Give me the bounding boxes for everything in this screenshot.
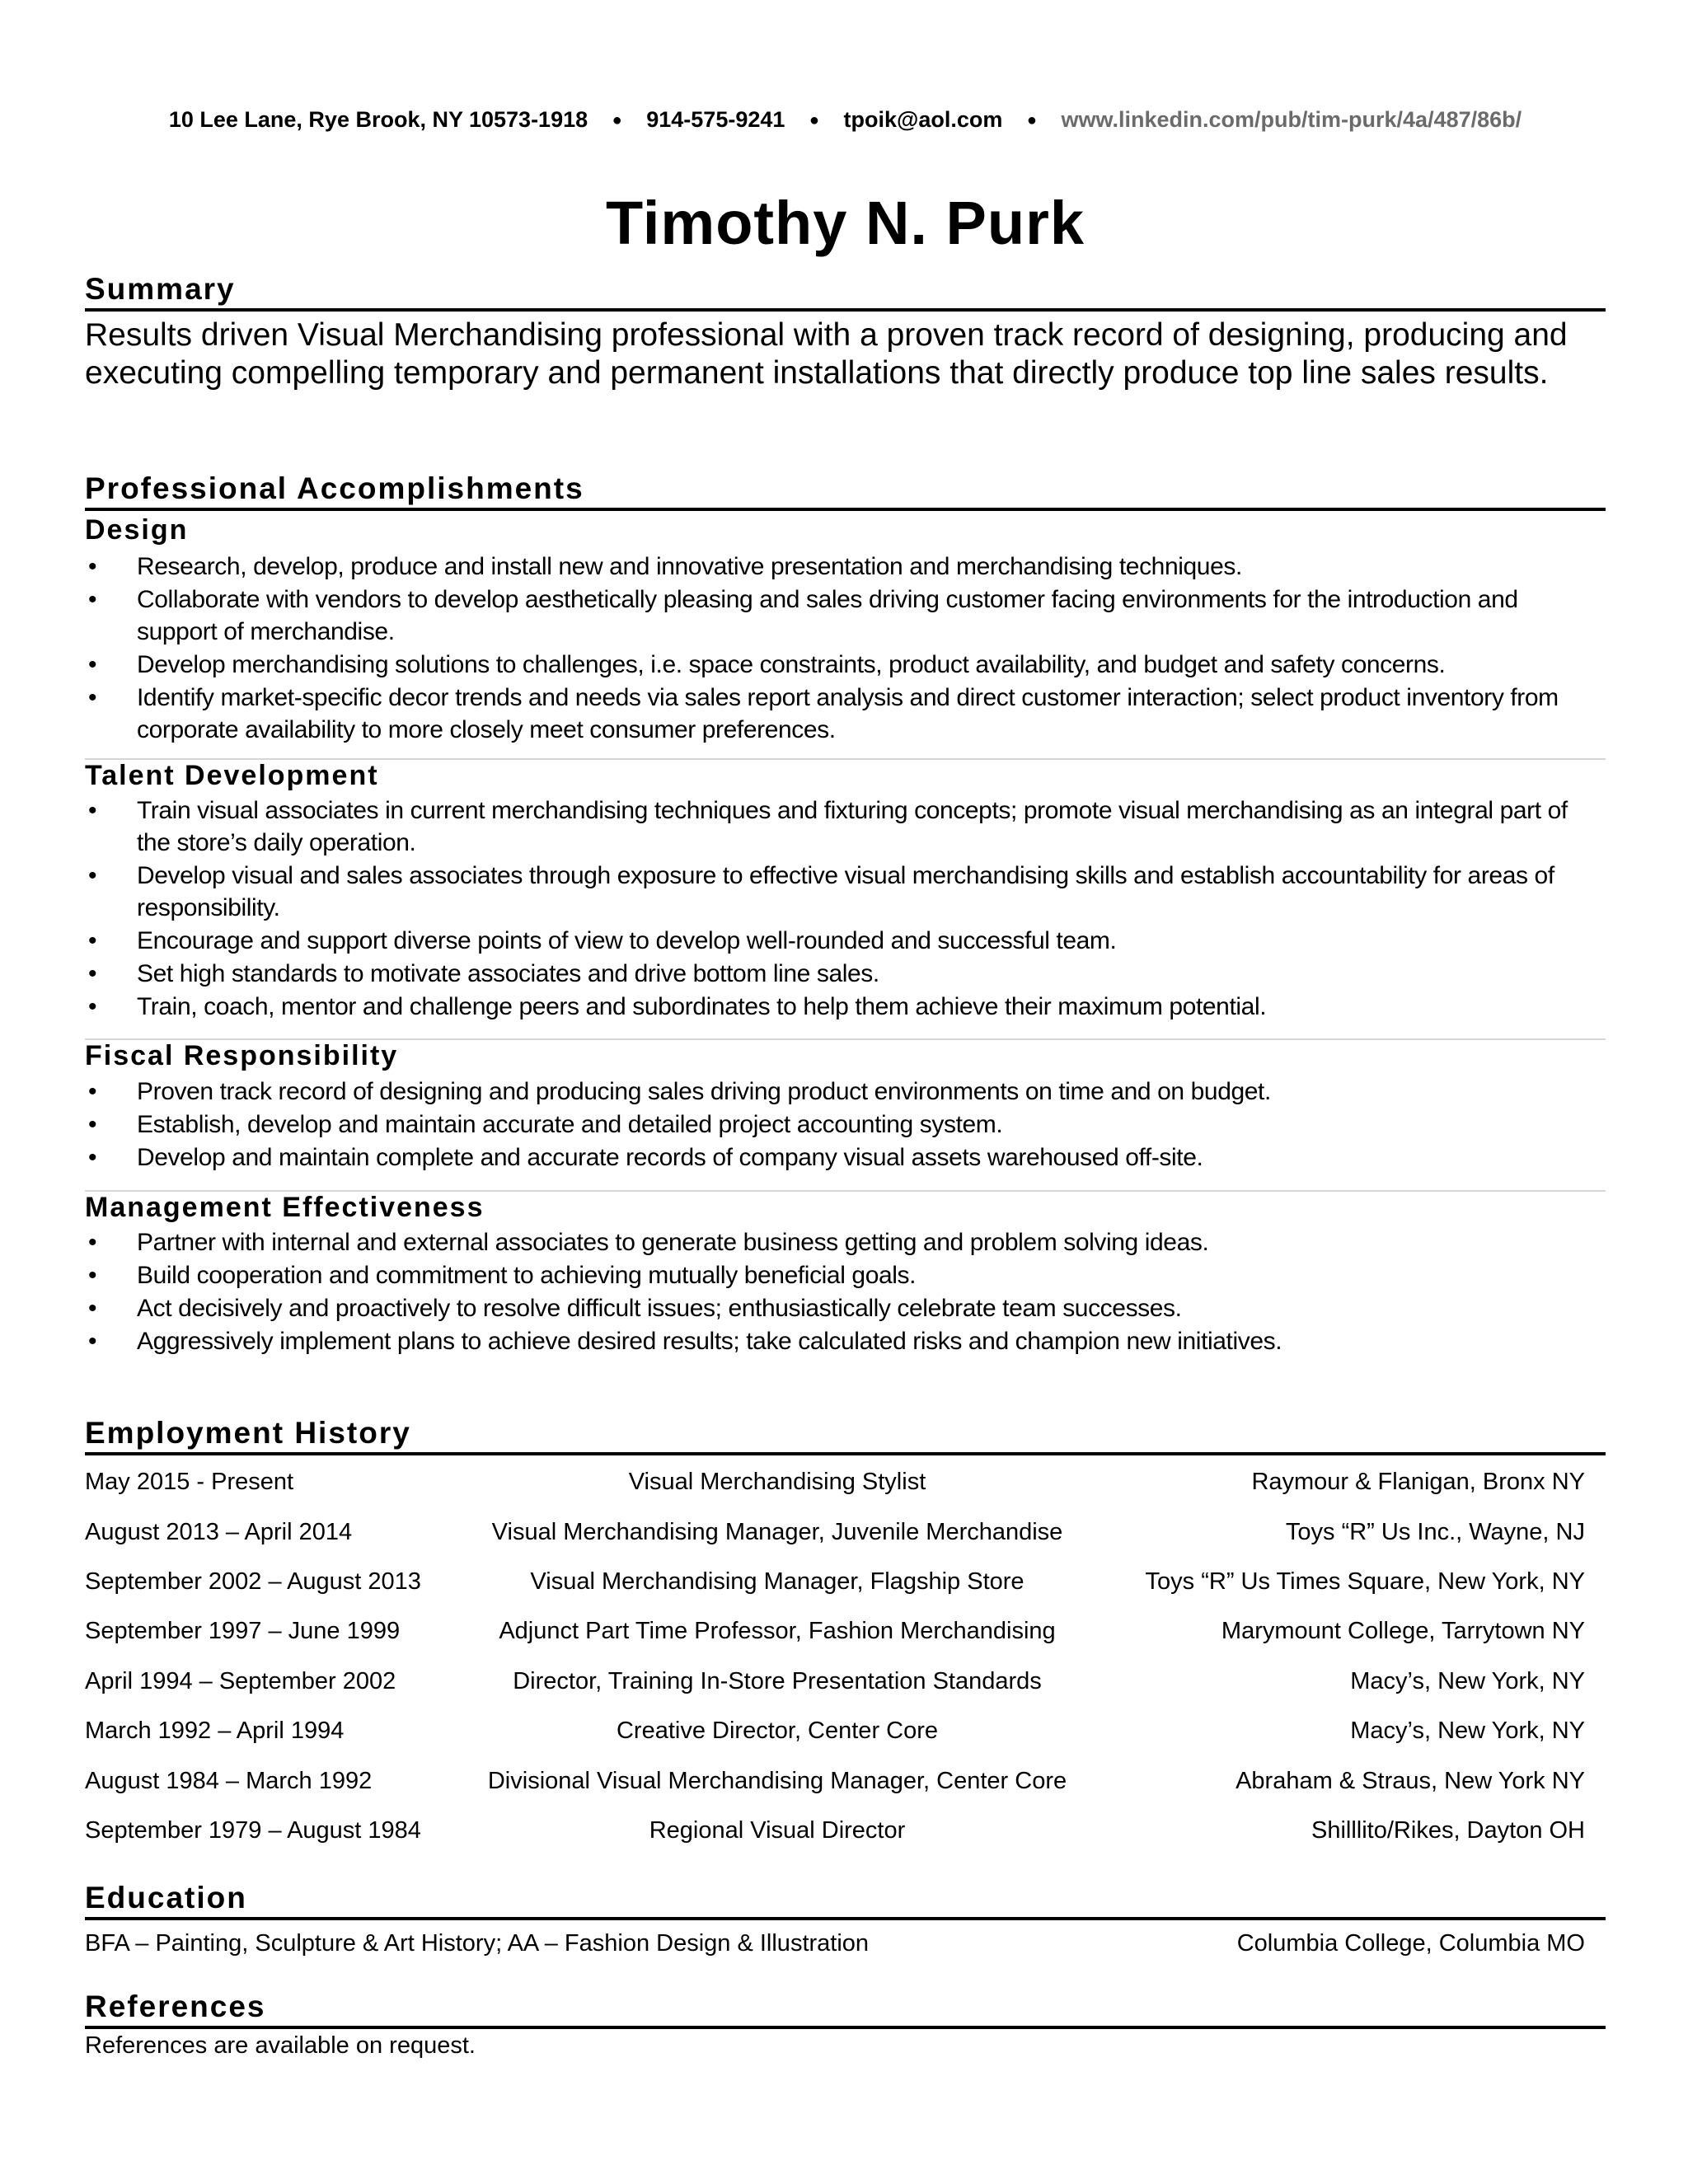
list-item: • Train, coach, mentor and challenge peers and subordinates to help them achieve their maximum potential. <box>85 991 1585 1023</box>
employment-dates: August 1984 – March 1992 <box>85 1768 373 1794</box>
bullet-icon: • <box>88 1144 97 1171</box>
bullet-separator-icon: ● <box>809 111 820 129</box>
list-item: • Develop visual and sales associates through exposure to effective visual merchandising skills and establish accountability for areas of responsibility. <box>85 860 1585 924</box>
contact-phone: 914-575-9241 <box>646 107 785 132</box>
bullet-icon: • <box>88 1078 97 1105</box>
section-divider <box>85 2026 1606 2029</box>
design-list <box>85 551 1585 747</box>
section-divider <box>85 508 1606 511</box>
table-row <box>85 1618 1585 1651</box>
bullet-icon: • <box>88 960 97 987</box>
subsection-fiscal-heading: Fiscal Responsibility <box>85 1040 399 1071</box>
education-degrees: BFA – Painting, Sculpture & Art History; AA – Fashion Design & Illustration <box>85 1930 870 1957</box>
employment-company: Marymount College, Tarrytown NY <box>1221 1618 1585 1644</box>
bullet-separator-icon: ● <box>612 111 622 129</box>
bullet-icon: • <box>88 651 97 678</box>
subsection-design-heading: Design <box>85 514 189 546</box>
list-item: • Act decisively and proactively to resolve difficult issues; enthusiastically celebrate team successes. <box>85 1292 1585 1324</box>
list-item: • Identify market-specific decor trends and needs via sales report analysis and direct customer interaction; select product inventory from corporate availability to more closely meet consumer preferences. <box>85 682 1585 746</box>
list-item: • Establish, develop and maintain accurate and detailed project accounting system. <box>85 1108 1585 1141</box>
bullet-icon: • <box>88 862 97 889</box>
section-divider <box>85 1917 1606 1920</box>
list-item: • Train visual associates in current merchandising techniques and fixturing concepts; promote visual merchandising as an integral part of the store’s daily operation. <box>85 794 1585 859</box>
references-heading: References <box>85 1990 266 2023</box>
contact-email[interactable]: tpoik@aol.com <box>843 107 1003 132</box>
employment-dates: March 1992 – April 1994 <box>85 1718 345 1744</box>
table-row <box>85 1817 1585 1850</box>
bullet-icon: • <box>88 927 97 954</box>
education-heading: Education <box>85 1881 247 1915</box>
table-row <box>85 1519 1585 1552</box>
section-divider <box>85 1452 1606 1455</box>
employment-role: Regional Visual Director <box>649 1817 906 1844</box>
employment-dates: September 1979 – August 1984 <box>85 1817 421 1844</box>
employment-dates: September 1997 – June 1999 <box>85 1618 401 1644</box>
list-item: • Develop and maintain complete and accurate records of company visual assets warehoused off-site. <box>85 1141 1585 1174</box>
list-item: • Research, develop, produce and install new and innovative presentation and merchandising techniques. <box>85 551 1585 583</box>
bullet-icon: • <box>88 1328 97 1355</box>
list-item: • Proven track record of designing and producing sales driving product environments on time and on budget. <box>85 1076 1585 1108</box>
subsection-talent-heading: Talent Development <box>85 760 379 791</box>
talent-list <box>85 794 1585 1024</box>
employment-role: Visual Merchandising Manager, Juvenile Merchandise <box>491 1519 1063 1545</box>
page-title: Timothy N. Purk <box>605 189 1085 257</box>
employment-heading: Employment History <box>85 1416 411 1450</box>
employment-company: Toys “R” Us Inc., Wayne, NJ <box>1285 1519 1585 1545</box>
employment-role: Director, Training In-Store Presentation Standards <box>513 1668 1042 1694</box>
employment-role: Creative Director, Center Core <box>616 1718 939 1744</box>
bullet-icon: • <box>88 586 97 613</box>
list-item: • Set high standards to motivate associates and drive bottom line sales. <box>85 958 1585 990</box>
employment-company: Macy’s, New York, NY <box>1350 1718 1585 1744</box>
summary-heading: Summary <box>85 272 236 306</box>
fiscal-list <box>85 1076 1585 1174</box>
employment-dates: August 2013 – April 2014 <box>85 1519 353 1545</box>
references-text: References are available on request. <box>85 2032 476 2059</box>
employment-role: Visual Merchandising Stylist <box>628 1469 926 1495</box>
bullet-icon: • <box>88 797 97 824</box>
education-school: Columbia College, Columbia MO <box>1236 1930 1585 1957</box>
employment-company: Raymour & Flanigan, Bronx NY <box>1251 1469 1585 1495</box>
list-item: • Develop merchandising solutions to challenges, i.e. space constraints, product availability, and budget and safety concerns. <box>85 649 1585 681</box>
employment-role: Divisional Visual Merchandising Manager, Center Core <box>487 1768 1067 1794</box>
table-row <box>85 1469 1585 1502</box>
list-item: • Partner with internal and external associates to generate business getting and problem solving ideas. <box>85 1226 1585 1258</box>
bullet-icon: • <box>88 1229 97 1256</box>
list-item: • Aggressively implement plans to achieve desired results; take calculated risks and champion new initiatives. <box>85 1325 1585 1357</box>
table-row <box>85 1768 1585 1801</box>
bullet-icon: • <box>88 1262 97 1289</box>
table-row <box>85 1668 1585 1701</box>
table-row <box>85 1718 1585 1750</box>
contact-line <box>85 107 1606 133</box>
employment-company: Macy’s, New York, NY <box>1350 1668 1585 1694</box>
bullet-separator-icon: ● <box>1026 111 1037 129</box>
subsection-management-heading: Management Effectiveness <box>85 1192 485 1223</box>
section-divider <box>85 308 1606 312</box>
list-item: • Collaborate with vendors to develop aesthetically pleasing and sales driving customer facing environments for the introduction and support of merchandise. <box>85 583 1585 648</box>
list-item: • Build cooperation and commitment to achieving mutually beneficial goals. <box>85 1259 1585 1291</box>
employment-company: Toys “R” Us Times Square, New York, NY <box>1145 1568 1585 1595</box>
bullet-icon: • <box>88 1295 97 1322</box>
contact-linkedin-link[interactable]: www.linkedin.com/pub/tim-purk/4a/487/86b/ <box>1061 107 1522 132</box>
contact-address: 10 Lee Lane, Rye Brook, NY 10573-1918 <box>168 107 588 132</box>
employment-dates: April 1994 – September 2002 <box>85 1668 396 1694</box>
accomplishments-heading: Professional Accomplishments <box>85 471 584 505</box>
management-list <box>85 1226 1585 1358</box>
employment-company: Shilllito/Rikes, Dayton OH <box>1311 1817 1585 1844</box>
list-item: • Encourage and support diverse points of view to develop well-rounded and successful team. <box>85 925 1585 957</box>
summary-text: Results driven Visual Merchandising professional with a proven track record of designing, producing and executing compelling temporary and permanent installations that directly produce top line sales results. <box>85 317 1568 391</box>
bullet-icon: • <box>88 684 97 711</box>
table-row <box>85 1568 1585 1601</box>
employment-dates: September 2002 – August 2013 <box>85 1568 421 1595</box>
employment-dates: May 2015 - Present <box>85 1469 294 1495</box>
bullet-icon: • <box>88 993 97 1020</box>
bullet-icon: • <box>88 1111 97 1138</box>
employment-company: Abraham & Straus, New York NY <box>1236 1768 1585 1794</box>
employment-role: Adjunct Part Time Professor, Fashion Merchandising <box>499 1618 1056 1644</box>
employment-role: Visual Merchandising Manager, Flagship Store <box>530 1568 1025 1595</box>
bullet-icon: • <box>88 553 97 580</box>
